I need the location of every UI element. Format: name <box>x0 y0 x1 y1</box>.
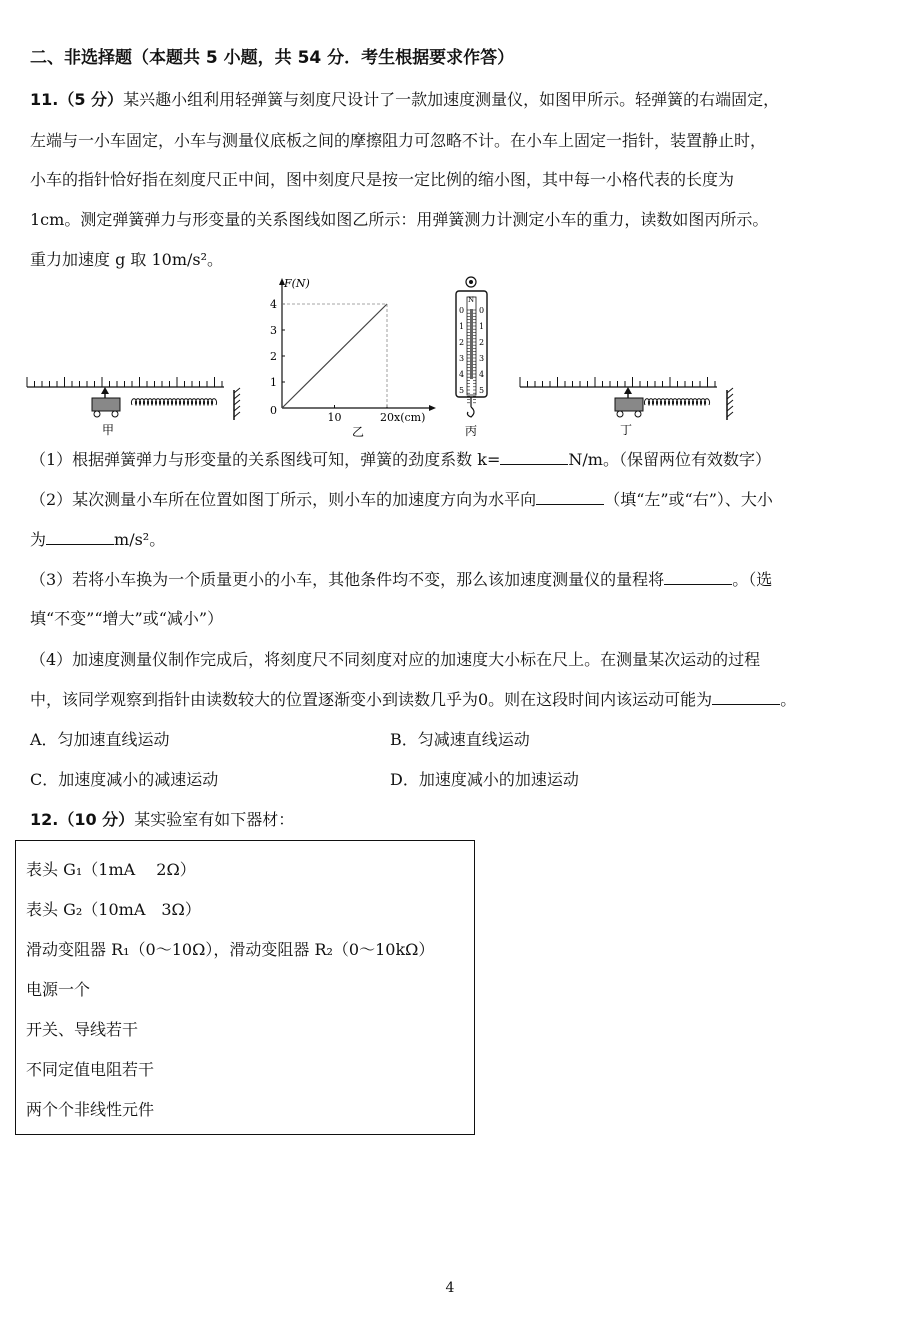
label-yi: 乙 <box>352 425 365 439</box>
x-tick-label: 10 <box>327 411 342 424</box>
label-ding: 丁 <box>620 423 633 437</box>
q11-number: 11.（5 分） <box>30 90 124 109</box>
scale-number: 3 <box>479 354 485 363</box>
scale-number: 3 <box>459 354 465 363</box>
answer-blank-range[interactable] <box>664 570 732 585</box>
option-a[interactable]: A．匀加速直线运动 <box>30 730 170 749</box>
scale-number: 2 <box>459 338 465 347</box>
y-axis-label: F(N) <box>284 277 310 290</box>
x-axis-arrow <box>429 405 436 411</box>
q12-number: 12.（10 分） <box>30 810 135 829</box>
option-c[interactable]: C．加速度减小的减速运动 <box>30 770 219 789</box>
scale-number: 0 <box>479 306 485 315</box>
equipment-item: 电源一个 <box>26 980 91 999</box>
scale-number: 0 <box>459 306 465 315</box>
label-jia: 甲 <box>102 423 115 437</box>
q11-stem-5: 重力加速度 g 取 10m/s²。 <box>30 250 224 269</box>
cart <box>615 398 643 417</box>
equipment-item: 滑动变阻器 R₁（0～10Ω），滑动变阻器 R₂（0～10kΩ） <box>26 940 435 959</box>
graph-yi <box>262 274 437 440</box>
y-tick-label: 4 <box>270 298 277 311</box>
q11-stem-2: 左端与一小车固定，小车与测量仪底板之间的摩擦阻力可忽略不计。在小车上固定一指针，装置静止时， <box>30 131 767 150</box>
equipment-item: 表头 G₂（10mA 3Ω） <box>26 900 201 919</box>
figure-ding <box>515 360 745 440</box>
y-tick-label: 2 <box>270 350 277 363</box>
section-title: 二、非选择题（本题共 5 小题，共 54 分．考生根据要求作答） <box>30 48 515 68</box>
q11-stem-1: 某兴趣小组利用轻弹簧与刻度尺设计了一款加速度测量仪，如图甲所示。轻弹簧的右端固定， <box>123 90 780 109</box>
x-tick-label: 20 <box>380 411 394 424</box>
q11-sub3-b: 填“不变”“增大”或“减小”） <box>30 609 224 628</box>
q12-line <box>30 810 294 830</box>
scale-hook <box>467 407 474 417</box>
equipment-item: 表头 G₁（1mA 2Ω） <box>26 860 196 879</box>
scale-number: 5 <box>479 386 485 395</box>
answer-blank-direction[interactable] <box>536 490 604 505</box>
spring-scale-bing <box>448 275 498 440</box>
y-tick-label: 3 <box>270 324 277 337</box>
x-axis-label: x(cm) <box>394 411 426 424</box>
q11-sub3-a: （3）若将小车换为一个质量更小的小车，其他条件均不变，那么该加速度测量仪的量程将 。（选 <box>30 570 773 589</box>
scale-number: 4 <box>479 370 485 379</box>
wall <box>727 388 733 420</box>
answer-blank-motion[interactable] <box>712 690 780 705</box>
figure-jia <box>22 360 247 440</box>
scale-spring <box>470 309 473 379</box>
option-d[interactable]: D．加速度减小的加速运动 <box>390 770 579 789</box>
y-tick-label: 1 <box>270 376 277 389</box>
answer-blank-acceleration[interactable] <box>46 530 114 545</box>
series-line <box>282 304 387 408</box>
q11-sub4-a: （4）加速度测量仪制作完成后，将刻度尺不同刻度对应的加速度大小标在尺上。在测量某次运动的过程 <box>30 650 761 669</box>
page-number: 4 <box>445 1280 455 1296</box>
wall <box>234 388 240 420</box>
scale-unit: N <box>468 296 475 304</box>
q11-sub1: （1）根据弹簧弹力与形变量的关系图线可知，弹簧的劲度系数 k= N/m。（保留两位有效数字） <box>30 450 771 469</box>
spring <box>645 399 710 405</box>
spring <box>132 399 217 405</box>
scale-number: 2 <box>479 338 485 347</box>
ruler-jia <box>27 377 224 387</box>
q11-sub4-b: 中，该同学观察到指针由读数较大的位置逐渐变小到读数几乎为0。则在这段时间内该运动可能为 。 <box>30 690 797 709</box>
ruler-ding <box>520 377 717 387</box>
origin-label: 0 <box>270 404 277 417</box>
q11-sub2-a: （2）某次测量小车所在位置如图丁所示，则小车的加速度方向为水平向 （填“左”或“右”）、大小 <box>30 490 773 509</box>
cart <box>92 398 120 417</box>
scale-number: 5 <box>459 386 465 395</box>
scale-number: 1 <box>479 322 485 331</box>
scale-number: 1 <box>459 322 465 331</box>
q12-stem: 某实验室有如下器材： <box>134 810 295 829</box>
graph-ticks <box>270 298 394 424</box>
equipment-item: 两个个非线性元件 <box>26 1100 155 1119</box>
q11-stem-4: 1cm。测定弹簧弹力与形变量的关系图线如图乙所示：用弹簧测力计测定小车的重力，读数如图丙所示。 <box>30 210 769 229</box>
equipment-item: 不同定值电阻若干 <box>26 1060 155 1079</box>
answer-blank-k[interactable] <box>500 450 568 465</box>
q11-line-1 <box>30 90 779 110</box>
equipment-box <box>15 840 475 1135</box>
equipment-item: 开关、导线若干 <box>26 1020 139 1039</box>
label-bing: 丙 <box>465 424 478 438</box>
scale-number: 4 <box>459 370 465 379</box>
option-b[interactable]: B．匀减速直线运动 <box>390 730 530 749</box>
q11-stem-3: 小车的指针恰好指在刻度尺正中间，图中刻度尺是按一定比例的缩小图，其中每一小格代表的长度为 <box>30 170 735 189</box>
q11-sub2-b: 为 m/s²。 <box>30 530 166 549</box>
